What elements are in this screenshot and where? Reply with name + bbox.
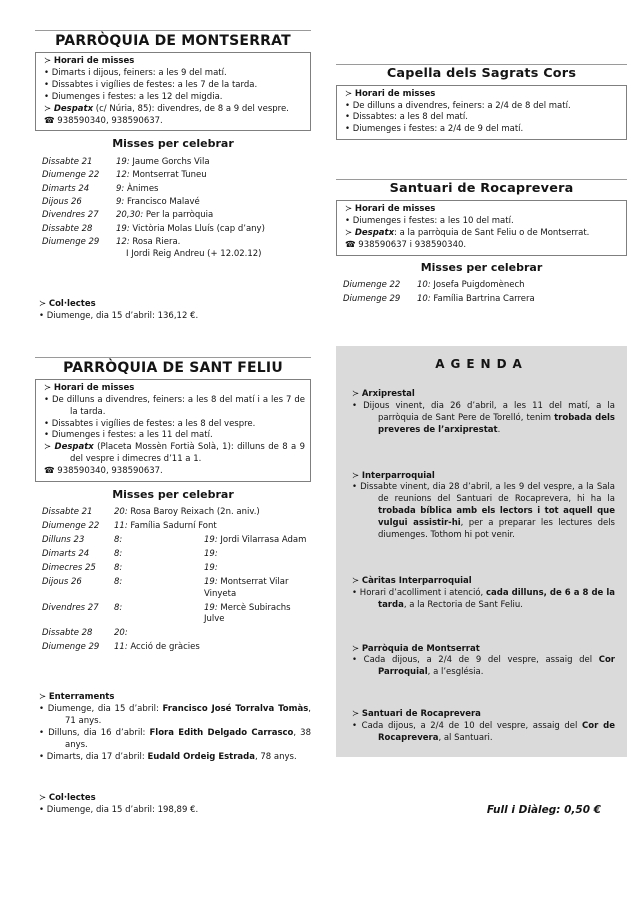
mass-row: Dijous 26 9: Francisco Malavé (42, 197, 200, 207)
collectes-heading: ≻ Col·lectes (39, 298, 96, 309)
arrow-icon: ≻ (345, 203, 353, 214)
phone-icon: ☎ (44, 115, 55, 126)
left-column (35, 0, 311, 817)
price-note: Full i Diàleg: 0,50 € (486, 803, 601, 816)
bullet-icon: • (352, 655, 358, 666)
horari-heading: ≻ Horari de misses (345, 203, 436, 214)
schedule-item: • Diumenges i festes: a les 11 del matí. (44, 430, 213, 441)
phone-icon: ☎ (44, 466, 55, 477)
mass-row: Diumenge 29 11: Acció de gràcies (42, 642, 200, 653)
agenda-item: • Horari d’acolliment i atenció, cada dilluns, de 6 a 8 de la tarda, a la Rectoria de Sant Feliu. (352, 587, 615, 610)
horari-heading: ≻ Horari de misses (44, 382, 135, 393)
arrow-icon: ≻ (352, 643, 360, 654)
misses-title: Misses per celebrar (420, 260, 543, 274)
schedule-item: • Diumenges i festes: a 2/4 de 9 del matí. (345, 124, 524, 135)
collectes-item: • Diumenge, dia 15 d’abril: 198,89 €. (39, 805, 199, 816)
schedule-item: • Dissabtes: a les 8 del matí. (345, 112, 468, 123)
mass-row: Diumenge 22 11: Família Sadurní Font (42, 521, 217, 532)
schedule-item: • Dissabtes i vigílies de festes: a les 7 de la tarda. (44, 79, 258, 90)
misses-title: Misses per celebrar (112, 487, 234, 501)
agenda-heading: ≻ Parròquia de Montserrat (352, 643, 480, 654)
mass-row: Dimecres 25 8: 19: (42, 562, 218, 573)
schedule-item: • Dissabtes i vigílies de festes: a les 8 del vespre. (44, 418, 256, 429)
mass-row: Dissabte 28 20: (42, 628, 128, 639)
arrow-icon: ≻ (39, 692, 47, 703)
bullet-icon: • (345, 100, 351, 111)
mass-row: Dimarts 24 9: Ànimes (42, 183, 159, 194)
collectes-item: • Diumenge, dia 15 d’abril: 136,12 €. (39, 310, 199, 321)
agenda-heading: ≻ Santuari de Rocaprevera (352, 709, 481, 720)
santfeliu-horari-box (35, 379, 311, 482)
mass-row: Diumenge 22 10: Josefa Puigdomènech (343, 279, 525, 290)
mass-row: Dissabte 21 20: Rosa Baroy Reixach (2n. aniv.) (42, 507, 260, 518)
bullet-icon: • (352, 400, 358, 411)
bullet-icon: • (352, 587, 358, 598)
mass-row: Dimarts 24 8: 19: (42, 549, 218, 560)
arrow-icon: ≻ (44, 442, 52, 453)
enterrament-item: • Dilluns, dia 16 d’abril: Flora Edith Delgado Carrasco, 38 anys. (39, 727, 311, 750)
mass-row: Diumenge 22 12: Montserrat Tuneu (42, 170, 207, 181)
bullet-icon: • (345, 124, 351, 135)
arrow-icon: ≻ (44, 382, 52, 393)
divider (336, 64, 627, 65)
bullet-icon: • (39, 727, 45, 738)
section-title-capella: Capella dels Sagrats Cors (386, 66, 577, 81)
enterraments-heading: ≻ Enterraments (39, 692, 115, 703)
despatx-line: ≻ Despatx (c/ Núria, 85): divendres, de 8 a 9 del vespre. (44, 103, 289, 114)
agenda-heading: ≻ Càritas Interparroquial (352, 575, 472, 586)
section-title-montserrat: PARRÒQUIA DE MONTSERRAT (55, 33, 291, 49)
mass-row: Dissabte 28 19: Victòria Molas Lluís (cap d’any) (42, 223, 265, 234)
misses-title: Misses per celebrar (112, 137, 234, 151)
bullet-icon: • (345, 112, 351, 123)
agenda-item: • Dissabte vinent, dia 28 d’abril, a les 9 del vespre, a la Sala de reunions del Santuari de Rocaprevera, hi ha la trobada bíblica amb els lectors i tot aquell que vulgui assistir-hi, per a preparar les lectures dels diumenges. Tothom hi pot venir. (352, 482, 615, 541)
arrow-icon: ≻ (352, 389, 360, 399)
agenda-section-montserrat (348, 644, 615, 680)
agenda-item: • Dijous vinent, dia 26 d’abril, a les 11 del matí, a la parròquia de Sant Pere de Torelló, tenim trobada dels preveres de l’arxiprestat. (352, 400, 615, 435)
rocaprevera-mass-table (336, 280, 627, 306)
arrow-icon: ≻ (345, 88, 353, 99)
despatx-line: ≻ Despatx (Placeta Mossèn Fortià Solà, 1): dilluns de 8 a 9 del vespre i dimecres d’11 a 1. (44, 442, 305, 465)
capella-horari-box (336, 85, 627, 141)
phone-line: ☎ 938590340, 938590637. (44, 466, 163, 477)
bullet-icon: • (352, 721, 358, 732)
montserrat-horari-box (35, 52, 311, 131)
bullet-icon: • (39, 704, 45, 715)
mass-row: Dilluns 23 8: 19: Jordi Vilarrasa Adam (42, 535, 307, 546)
bullet-icon: • (44, 79, 50, 90)
phone-line: ☎ 938590637 i 938590340. (345, 239, 467, 250)
bullet-icon: • (39, 805, 45, 816)
bullet-icon: • (352, 482, 358, 493)
horari-heading: ≻ Horari de misses (345, 88, 436, 99)
agenda-section-caritas (348, 576, 615, 612)
mass-row: Divendres 27 20,30: Per la parròquia (42, 210, 214, 221)
divider (336, 179, 627, 180)
mass-row: Dissabte 21 19: Jaume Gorchs Vila (42, 156, 210, 167)
collectes-heading: ≻ Col·lectes (39, 793, 96, 804)
phone-line: ☎ 938590340, 938590637. (44, 115, 163, 126)
agenda-section-rocaprevera (348, 709, 615, 745)
phone-icon: ☎ (345, 239, 356, 250)
agenda-section-arxiprestal (348, 389, 615, 437)
arrow-icon: ≻ (352, 575, 360, 586)
section-title-rocaprevera: Santuari de Rocaprevera (389, 181, 574, 197)
bullet-icon: • (44, 430, 50, 441)
arrow-icon: ≻ (352, 470, 360, 481)
mass-row: Diumenge 29 10: Família Bartrina Carrera (343, 294, 535, 305)
bullet-icon: • (44, 91, 50, 102)
schedule-item: • De dilluns a divendres, feiners: a 2/4 de 8 del matí. (345, 100, 571, 111)
schedule-item: • Dimarts i dijous, feiners: a les 9 del matí. (44, 67, 227, 78)
arrow-icon: ≻ (352, 709, 360, 720)
santfeliu-mass-table (35, 507, 311, 654)
mass-row: Divendres 27 8: 19: Mercè Subirachs Julve (42, 602, 291, 625)
enterrament-item: • Diumenge, dia 15 d’abril: Francisco José Torralva Tomàs, 71 anys. (39, 704, 311, 726)
rocaprevera-horari-box (336, 200, 627, 256)
bullet-icon: • (44, 418, 50, 429)
bullet-icon: • (39, 310, 45, 321)
agenda-box (336, 346, 627, 757)
schedule-item: • Diumenges i festes: a les 10 del matí. (345, 215, 514, 226)
horari-heading: ≻ Horari de misses (44, 56, 135, 67)
right-column (336, 0, 627, 818)
schedule-item: • De dilluns a divendres, feiners: a les 8 del matí i a les 7 de la tarda. (44, 394, 305, 417)
bullet-icon: • (345, 215, 351, 226)
arrow-icon: ≻ (44, 56, 52, 67)
agenda-item: • Cada dijous, a 2/4 de 9 del vespre, assaig del Cor Parroquial, a l’església. (352, 655, 615, 678)
section-title-santfeliu: PARRÒQUIA DE SANT FELIU (63, 359, 283, 376)
schedule-item: • Diumenges i festes: a les 12 del migdia. (44, 91, 223, 102)
despatx-line: ≻ Despatx: a la parròquia de Sant Feliu o de Montserrat. (345, 227, 590, 238)
bullet-icon: • (44, 394, 50, 405)
mass-row: Dijous 26 8: 19: Montserrat Vilar Vinyeta (42, 576, 289, 599)
agenda-heading: ≻ Interparroquial (352, 470, 435, 481)
agenda-heading: ≻ Arxiprestal (352, 389, 415, 399)
divider (35, 30, 311, 31)
agenda-title: AGENDA (435, 357, 528, 372)
arrow-icon: ≻ (39, 298, 47, 309)
montserrat-mass-table (35, 157, 311, 261)
enterrament-item: • Dimarts, dia 17 d’abril: Eudald Ordeig Estrada, 78 anys. (39, 751, 297, 762)
arrow-icon: ≻ (39, 793, 47, 804)
divider (35, 357, 311, 358)
mass-row: Diumenge 29 12: Rosa Riera. I Jordi Reig Andreu (+ 12.02.12) (42, 237, 262, 260)
arrow-icon: ≻ (345, 227, 353, 238)
arrow-icon: ≻ (44, 103, 52, 114)
bullet-icon: • (44, 67, 50, 78)
agenda-section-interparroquial (348, 471, 615, 542)
bullet-icon: • (39, 751, 45, 762)
agenda-item: • Cada dijous, a 2/4 de 10 del vespre, assaig del Cor de Rocaprevera, al Santuari. (352, 721, 616, 744)
